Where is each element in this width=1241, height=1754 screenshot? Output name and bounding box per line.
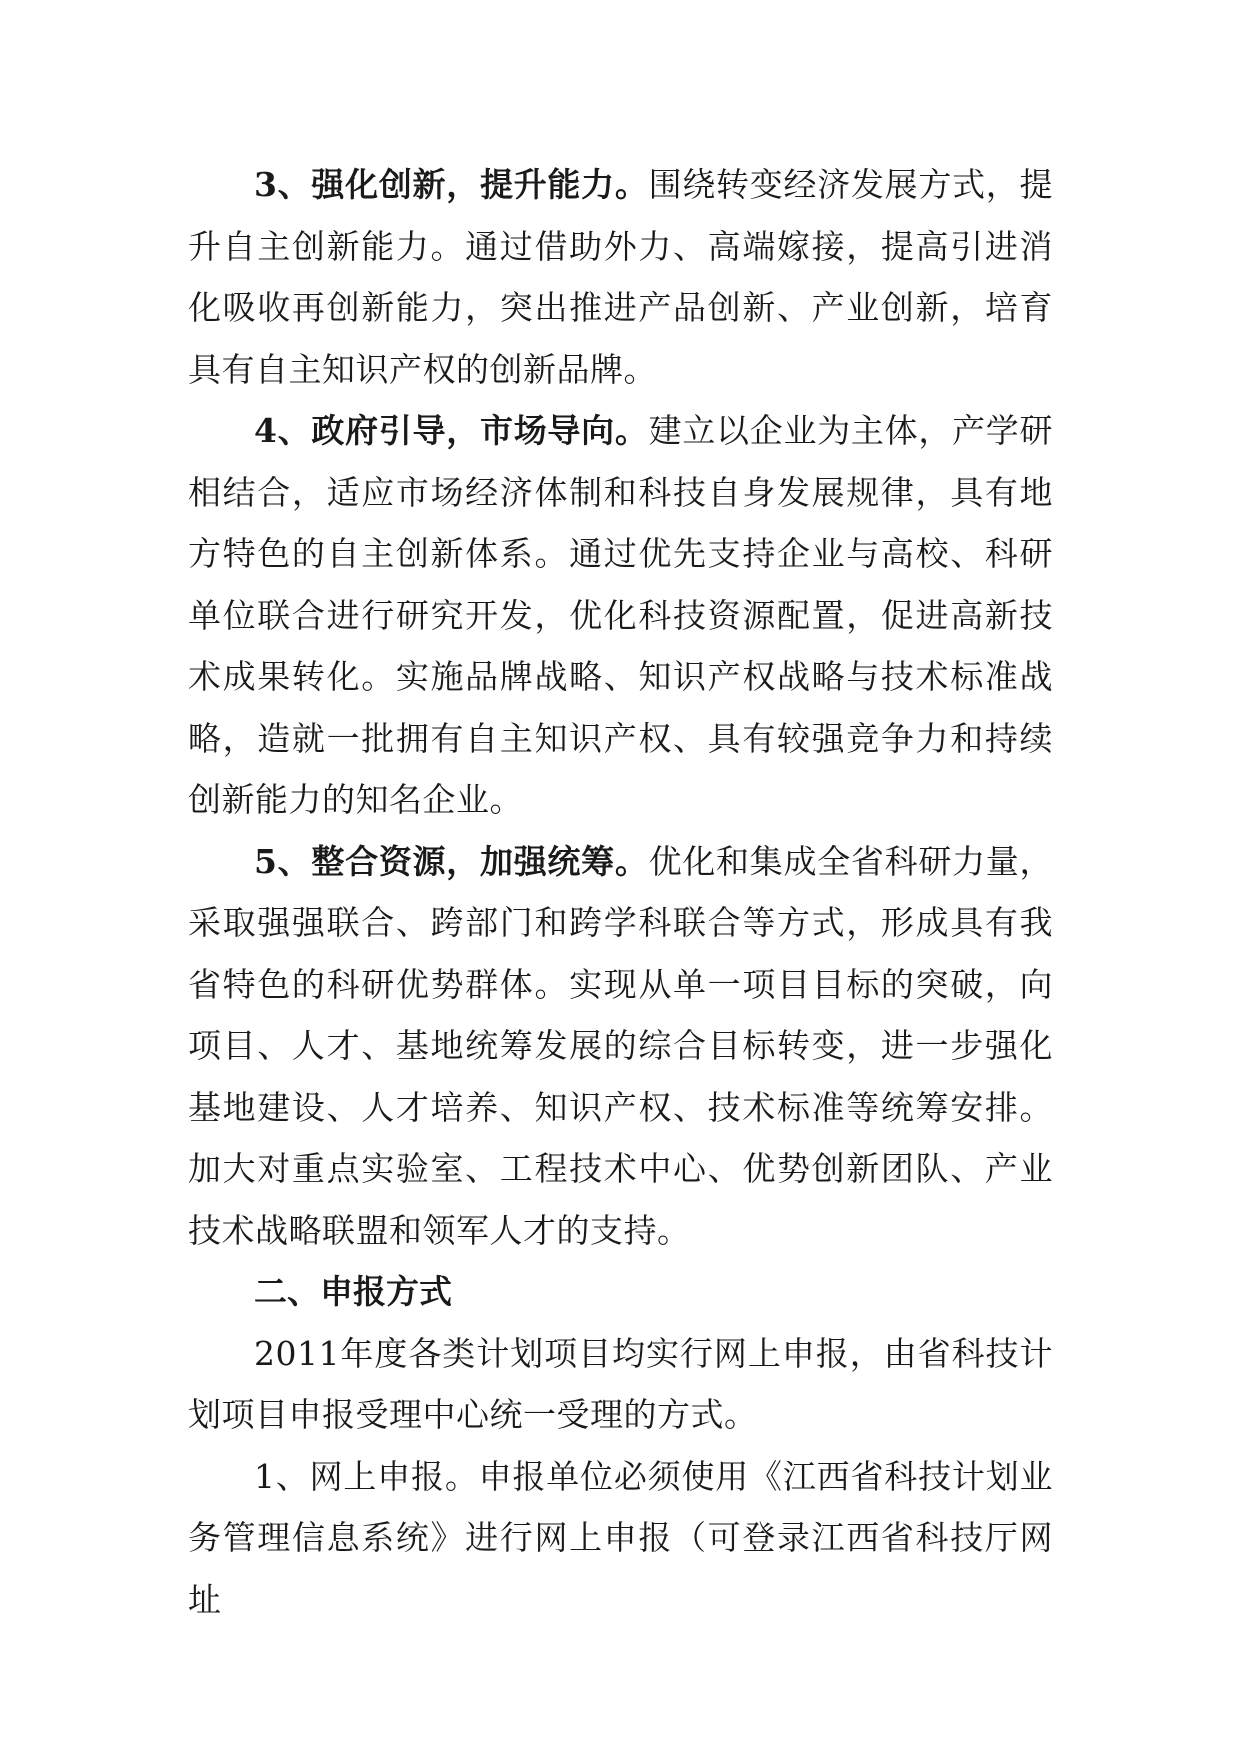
paragraph-text: 围绕转变经济发展方式，提升自主创新能力。通过借助外力、高端嫁接，提高引进消化吸收再创新能力，突出推进产品创新、产业创新，培育具有自主知识产权的创新品牌。 <box>188 165 1053 389</box>
paragraph-government-guidance <box>188 400 1053 831</box>
paragraph-text: 优化和集成全省科研力量，采取强强联合、跨部门和跨学科联合等方式，形成具有我省特色的科研优势群体。实现从单一项目目标的突破，向项目、人才、基地统筹发展的综合目标转变，进一步强化基地建设、人才培养、知识产权、技术标准等统筹安排。加大对重点实验室、工程技术中心、优势创新团队、产业技术战略联盟和领军人才的支持。 <box>188 841 1053 1250</box>
paragraph-strengthen-innovation <box>188 154 1053 400</box>
paragraph-lead: 4、政府引导，市场导向。 <box>254 411 649 450</box>
paragraph-online-application-step: 1、网上申报。申报单位必须使用《江西省科技计划业务管理信息系统》进行网上申报（可登录江西省科技厅网址 <box>188 1456 1053 1619</box>
paragraph-lead: 3、强化创新，提升能力。 <box>254 165 649 204</box>
section-heading-application-method: 二、申报方式 <box>254 1272 452 1311</box>
paragraph-integrate-resources <box>188 831 1053 1262</box>
paragraph-lead: 5、整合资源，加强统筹。 <box>254 841 649 881</box>
document-body <box>188 154 1053 1630</box>
paragraph-online-application-intro: 2011年度各类计划项目均实行网上申报，由省科技计划项目申报受理中心统一受理的方式。 <box>188 1333 1053 1434</box>
paragraph-text: 建立以企业为主体，产学研相结合，适应市场经济体制和科技自身发展规律，具有地方特色的自主创新体系。通过优先支持企业与高校、科研单位联合进行研究开发，优化科技资源配置，促进高新技术成果转化。实施品牌战略、知识产权战略与技术标准战略，造就一批拥有自主知识产权、具有较强竞争力和持续创新能力的知名企业。 <box>188 411 1053 819</box>
